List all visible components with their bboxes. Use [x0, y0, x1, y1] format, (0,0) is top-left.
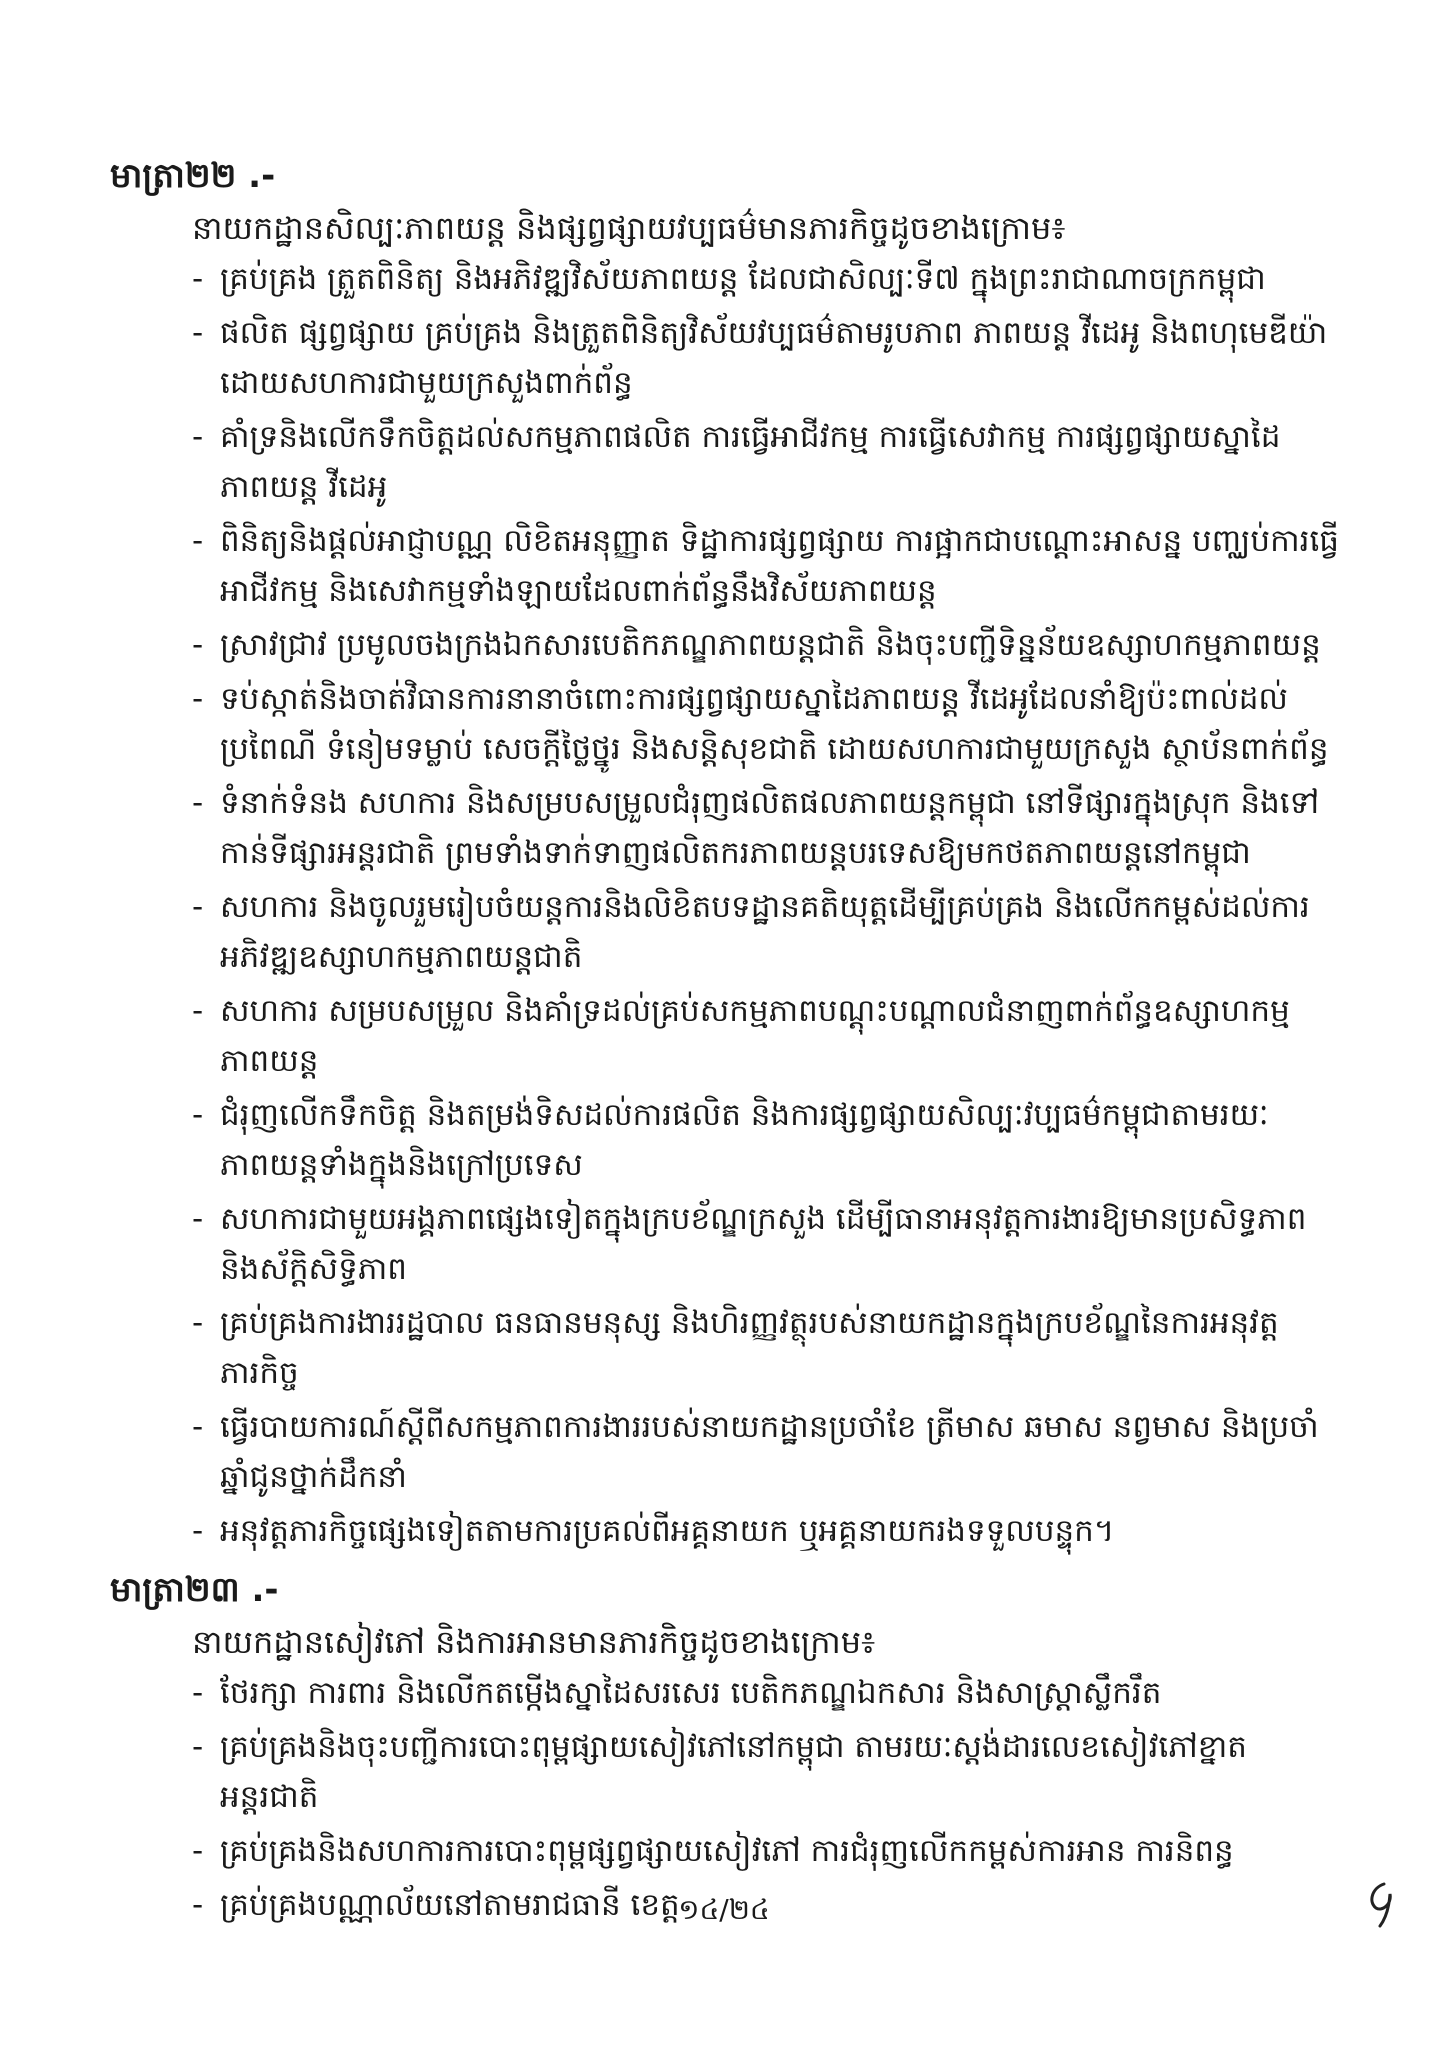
duty-item: - គ្រប់គ្រងការងាររដ្ឋបាល ធនធានមនុស្ស និងហិរញ្ញវត្ថុរបស់នាយកដ្ឋានក្នុងក្របខ័ណ្ឌនៃការអនុវត្តភារកិច្ច	[192, 1305, 1279, 1391]
article-23-intro: នាយកដ្ឋានសៀវភៅ និងការអានមានភារកិច្ចដូចខាងក្រោម៖	[192, 1623, 876, 1661]
duty-item: - ទប់ស្កាត់និងចាត់វិធានការនានាចំពោះការផ្សព្វផ្សាយស្នាដៃភាពយន្ត វីដេអូដែលនាំឱ្យប៉ះពាល់ដល់ប្រពៃណី ទំនៀមទម្លាប់ សេចក្តីថ្លៃថ្នូរ និងសន្តិសុខជាតិ ដោយសហការជាមួយក្រសួង ស្ថាប័នពាក់ព័ន្ធ	[192, 681, 1329, 767]
duty-item: - សហការជាមួយអង្គភាពផ្សេងទៀតក្នុងក្របខ័ណ្ឌក្រសួង ដើម្បីធានាអនុវត្តការងារឱ្យមានប្រសិទ្ធភាព និងស័ក្តិសិទ្ធិភាព	[192, 1201, 1307, 1287]
duty-item: - អនុវត្តភារកិច្ចផ្សេងទៀតតាមការប្រគល់ពីអគ្គនាយក ឬអគ្គនាយករងទទួលបន្ទុក។	[192, 1513, 1115, 1549]
duty-item: - គ្រប់គ្រង ត្រួតពិនិត្យ និងអភិវឌ្ឍវិស័យភាពយន្ត ដែលជាសិល្បៈទី៧ ក្នុងព្រះរាជាណាចក្រកម្ពុជា	[192, 261, 1266, 297]
article-23-heading: មាត្រា២៣ .-	[110, 1570, 279, 1610]
duty-item: - ធ្វើរបាយការណ៍ស្តីពីសកម្មភាពការងាររបស់នាយកដ្ឋានប្រចាំខែ ត្រីមាស ឆមាស នព្វមាស និងប្រចាំឆ្នាំជូនថ្នាក់ដឹកនាំ	[192, 1409, 1319, 1495]
duty-item: - គ្រប់គ្រងបណ្ណាល័យនៅតាមរាជធានី ខេត្ត	[192, 1887, 680, 1923]
article-22	[110, 150, 1340, 1556]
duty-item: - គ្រប់គ្រងនិងសហការការបោះពុម្ពផ្សព្វផ្សាយសៀវភៅ ការជំរុញលើកកម្ពស់ការអាន ការនិពន្ធ	[192, 1833, 1234, 1869]
handwritten-initial-mark	[1362, 1878, 1402, 1930]
duty-item: - ទំនាក់ទំនង សហការ និងសម្របសម្រួលជំរុញផលិតផលភាពយន្តកម្ពុជា នៅទីផ្សារក្នុងស្រុក និងទៅកាន់ទីផ្សារអន្តរជាតិ ព្រមទាំងទាក់ទាញផលិតករភាពយន្តបរទេសឱ្យមកថតភាពយន្តនៅកម្ពុជា	[192, 785, 1320, 871]
duty-item: - ផលិត ផ្សព្វផ្សាយ គ្រប់គ្រង និងត្រួតពិនិត្យវិស័យវប្បធម៌តាមរូបភាព ភាពយន្ត វីដេអូ និងពហុមេឌីយ៉ា ដោយសហការជាមួយក្រសួងពាក់ព័ន្ធ	[192, 315, 1328, 401]
duty-item: - គ្រប់គ្រងនិងចុះបញ្ជីការបោះពុម្ពផ្សាយសៀវភៅនៅកម្ពុជា តាមរយៈស្តង់ដារលេខសៀវភៅខ្នាតអន្តរជាតិ	[192, 1729, 1247, 1815]
duty-item: - សហការ និងចូលរួមរៀបចំយន្តការនិងលិខិតបទដ្ឋានគតិយុត្តដើម្បីគ្រប់គ្រង និងលើកកម្ពស់ដល់ការអភិវឌ្ឍឧស្សាហកម្មភាពយន្តជាតិ	[192, 889, 1310, 975]
article-22-heading: មាត្រា២២ .-	[110, 156, 276, 196]
article-23	[110, 1564, 1340, 1930]
article-22-duty-list	[110, 254, 1340, 1556]
duty-item: - ពិនិត្យនិងផ្តល់អាជ្ញាបណ្ណ លិខិតអនុញ្ញាត ទិដ្ឋាការផ្សព្វផ្សាយ ការផ្អាកជាបណ្តោះអាសន្ន បញ្ឈប់ការធ្វើអាជីវកម្ម និងសេវាកម្មទាំងឡាយដែលពាក់ព័ន្ធនឹងវិស័យភាពយន្ត	[192, 523, 1339, 609]
page-number: ១៤/២៤	[678, 1893, 770, 1926]
duty-item: - ជំរុញលើកទឹកចិត្ត និងតម្រង់ទិសដល់ការផលិត និងការផ្សព្វផ្សាយសិល្បៈវប្បធម៌កម្ពុជាតាមរយៈភាពយន្តទាំងក្នុងនិងក្រៅប្រទេស	[192, 1097, 1269, 1183]
duty-item: - ថែរក្សា ការពារ និងលើកតម្កើងស្នាដៃសរសេរ បេតិកភណ្ឌឯកសារ និងសាស្ត្រាស្លឹករឹត	[192, 1675, 1162, 1711]
document-body	[110, 150, 1340, 1934]
duty-item: - គាំទ្រនិងលើកទឹកចិត្តដល់សកម្មភាពផលិត ការធ្វើអាជីវកម្ម ការធ្វើសេវាកម្ម ការផ្សព្វផ្សាយស្នាដៃភាពយន្ត វីដេអូ	[192, 419, 1281, 505]
duty-item: - ស្រាវជ្រាវ ប្រមូលចងក្រងឯកសារបេតិកភណ្ឌភាពយន្តជាតិ និងចុះបញ្ជីទិន្នន័យឧស្សាហកម្មភាពយន្ត	[192, 627, 1321, 663]
article-22-intro: នាយកដ្ឋានសិល្បៈភាពយន្ត និងផ្សព្វផ្សាយវប្បធម៌មានភារកិច្ចដូចខាងក្រោម៖	[192, 209, 1066, 247]
duty-item: - សហការ សម្របសម្រួល និងគាំទ្រដល់គ្រប់សកម្មភាពបណ្តុះបណ្តាលជំនាញពាក់ព័ន្ធឧស្សាហកម្មភាពយន្ត	[192, 993, 1290, 1079]
